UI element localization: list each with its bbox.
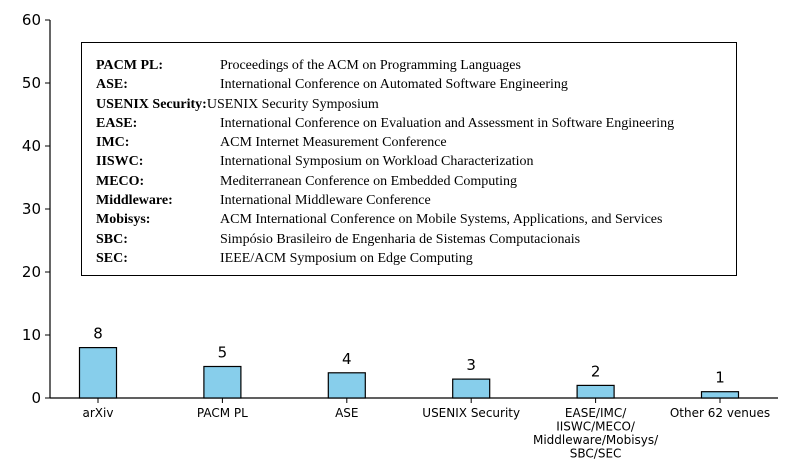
legend-row (96, 210, 736, 229)
data-label: 4 (342, 349, 352, 368)
bar (328, 373, 365, 398)
legend-abbreviation: IMC: (96, 135, 130, 151)
legend-row (96, 249, 736, 268)
legend-abbreviation: PACM PL: (96, 58, 163, 73)
legend-full-name: International Symposium on Workload Characterization (220, 154, 534, 170)
legend-row (96, 114, 736, 133)
legend-full-name: International Conference on Evaluation and Assessment in Software Engineering (220, 115, 675, 131)
x-tick-label: ASE (335, 406, 359, 420)
y-tick-label: 30 (21, 200, 41, 218)
legend-abbreviation: SBC: (96, 231, 128, 247)
legend-row (96, 152, 736, 171)
legend-full-name: Proceedings of the ACM on Programming Languages (220, 58, 521, 73)
data-label: 5 (217, 343, 228, 362)
legend-row (96, 75, 736, 94)
bars (80, 348, 739, 398)
bar (453, 379, 490, 398)
y-tick-label: 0 (31, 389, 41, 407)
legend-full-name: USENIX Security Symposium (206, 96, 379, 112)
legend-full-name: International Conference on Automated Software Engineering (220, 77, 568, 93)
x-tick-label: PACM PL (196, 406, 248, 420)
legend-abbreviation: EASE: (96, 115, 138, 131)
legend-full-name: Simpósio Brasileiro de Engenharia de Sistemas Computacionais (220, 231, 581, 247)
data-labels (93, 325, 725, 387)
legend-abbreviation: Middleware: (96, 193, 173, 209)
category-labels (83, 398, 771, 461)
legend-abbreviation: MECO: (96, 173, 145, 189)
legend-row (96, 95, 736, 114)
legend-row (96, 191, 736, 210)
legend-full-name: Mediterranean Conference on Embedded Computing (220, 173, 518, 189)
legend-full-name: ACM International Conference on Mobile Systems, Applications, and Services (220, 212, 663, 228)
legend-abbreviation: Mobisys: (96, 212, 151, 228)
bar (577, 385, 614, 398)
bar (204, 367, 241, 399)
y-tick-label: 60 (21, 11, 41, 29)
venue-legend (81, 42, 737, 276)
legend-row (96, 230, 736, 249)
data-label: 8 (93, 324, 103, 343)
y-ticks (22, 11, 50, 407)
y-tick-label: 10 (21, 326, 41, 344)
x-tick-label: Other 62 venues (669, 406, 771, 420)
legend-abbreviation: USENIX Security: (96, 96, 207, 112)
legend-row (96, 133, 736, 152)
legend-full-name: ACM Internet Measurement Conference (220, 135, 447, 151)
bar (80, 348, 117, 398)
legend-abbreviation: ASE: (96, 77, 128, 93)
y-tick-label: 50 (21, 74, 41, 92)
bar (702, 392, 739, 398)
legend-full-name: International Middleware Conference (220, 193, 431, 209)
legend-abbreviation: SEC: (96, 250, 128, 266)
data-label: 1 (715, 368, 725, 387)
y-tick-label: 40 (21, 137, 41, 155)
legend-abbreviation: IISWC: (96, 154, 144, 170)
legend-row (96, 172, 736, 191)
data-label: 2 (590, 362, 601, 381)
x-tick-label: EASE/IMC/ IISWC/MECO/ Middleware/Mobisys/ SBC/SEC (532, 406, 659, 461)
data-label: 3 (466, 356, 476, 375)
legend-row (96, 56, 736, 75)
x-tick-label: USENIX Security (422, 406, 521, 420)
y-tick-label: 20 (21, 263, 41, 281)
x-tick-label: arXiv (82, 406, 114, 420)
legend-full-name: IEEE/ACM Symposium on Edge Computing (220, 250, 473, 266)
